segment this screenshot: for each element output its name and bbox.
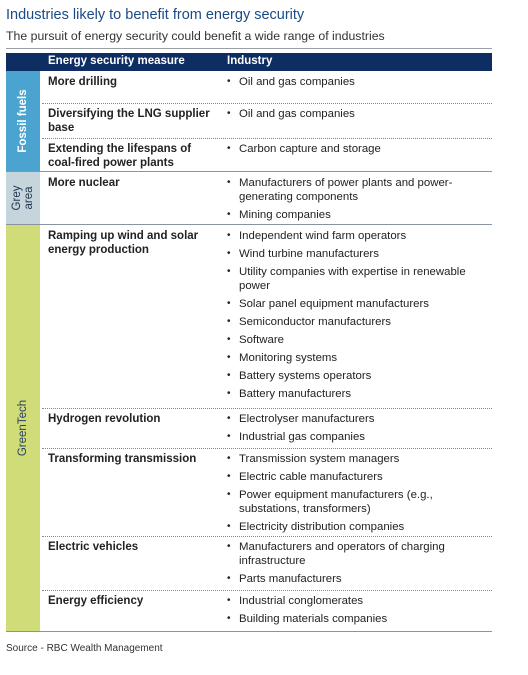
section-label-grey-area	[6, 172, 40, 224]
industry-item: • Industrial gas companies	[225, 430, 492, 444]
industry-item: • Manufacturers and operators of charging infrastructure	[225, 540, 492, 568]
industry-item: • Wind turbine manufacturers	[225, 247, 492, 261]
industry-item: • Battery manufacturers	[225, 387, 492, 401]
header-industry: Industry	[227, 55, 273, 67]
table-row	[42, 408, 492, 448]
industry-item: • Manufacturers of power plants and power-generating components	[225, 176, 492, 204]
industry-list	[225, 142, 492, 156]
table-row	[42, 225, 492, 408]
table-row	[42, 448, 492, 536]
page-subtitle: The pursuit of energy security could benefit a wide range of industries	[6, 29, 385, 43]
measure-cell: Electric vehicles	[48, 541, 139, 553]
measure-cell: More nuclear	[48, 177, 120, 189]
header-measure: Energy security measure	[48, 55, 185, 67]
table-row	[42, 71, 492, 103]
table-row	[42, 172, 492, 224]
industry-item: • Electricity distribution companies	[225, 520, 492, 534]
industry-list	[225, 594, 492, 626]
industry-item: • Oil and gas companies	[225, 107, 492, 121]
section-label-line: area	[23, 186, 35, 210]
industry-item: • Mining companies	[225, 208, 492, 222]
industry-item: • Transmission system managers	[225, 452, 492, 466]
industry-list	[225, 412, 492, 444]
title-divider	[6, 48, 492, 49]
measure-cell: Hydrogen revolution	[48, 413, 161, 425]
page-title: Industries likely to benefit from energy security	[6, 7, 305, 23]
measure-cell: Extending the lifespans of coal-fired power plants	[48, 143, 192, 169]
industry-item: • Utility companies with expertise in renewable power	[225, 265, 492, 293]
industry-item: • Electric cable manufacturers	[225, 470, 492, 484]
table-row	[42, 536, 492, 590]
industry-item: • Power equipment manufacturers (e.g., substations, transformers)	[225, 488, 492, 516]
section-label-greentech	[6, 225, 40, 631]
section-label-text: GreenTech	[17, 399, 29, 457]
measure-cell: Ramping up wind and solar energy production	[48, 230, 199, 256]
section-label-text	[11, 186, 35, 211]
table-bottom-rule	[6, 631, 492, 632]
industry-item: • Solar panel equipment manufacturers	[225, 297, 492, 311]
industry-item: • Software	[225, 333, 492, 347]
source-note: Source - RBC Wealth Management	[6, 643, 163, 654]
industry-item: • Monitoring systems	[225, 351, 492, 365]
industry-item: • Carbon capture and storage	[225, 142, 492, 156]
measure-cell: Diversifying the LNG supplier base	[48, 108, 210, 134]
table-header	[6, 53, 492, 71]
industry-list	[225, 176, 492, 222]
industry-list	[225, 107, 492, 121]
measure-cell: More drilling	[48, 76, 117, 88]
section-label-fossil-fuels	[6, 71, 40, 171]
industry-item: • Electrolyser manufacturers	[225, 412, 492, 426]
industry-item: • Parts manufacturers	[225, 572, 492, 586]
industry-item: • Battery systems operators	[225, 369, 492, 383]
industry-list	[225, 75, 492, 89]
industry-list	[225, 229, 492, 401]
measure-cell: Transforming transmission	[48, 453, 197, 465]
measure-cell: Energy efficiency	[48, 595, 144, 607]
table-row	[42, 590, 492, 631]
industry-item: • Independent wind farm operators	[225, 229, 492, 243]
table-row	[42, 138, 492, 171]
industry-item: • Oil and gas companies	[225, 75, 492, 89]
industry-list	[225, 452, 492, 534]
table-row	[42, 103, 492, 138]
industry-item: • Semiconductor manufacturers	[225, 315, 492, 329]
industry-item: • Building materials companies	[225, 612, 492, 626]
industry-item: • Industrial conglomerates	[225, 594, 492, 608]
section-label-line: Grey	[11, 185, 23, 211]
section-label-text: Fossil fuels	[17, 89, 29, 153]
industry-list	[225, 540, 492, 586]
